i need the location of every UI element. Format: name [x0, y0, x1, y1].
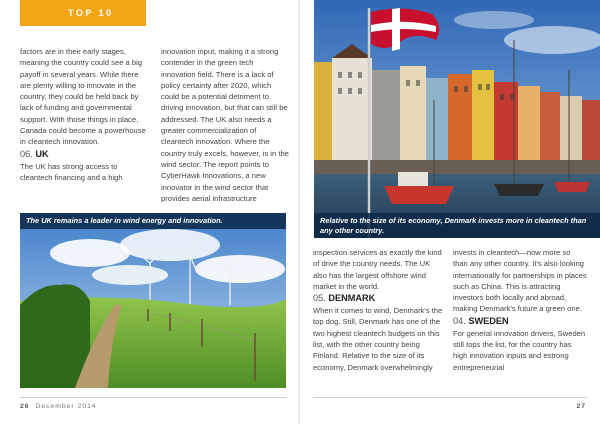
- left-column-2: [161, 46, 289, 204]
- body-paragraph: When it comes to wind, Denmark's the top dog. Still, Denmark has one of the two highest cleantech budgets on this list, with the other country being Finland. Relative to the size of its economy, Denmark overwhelmingly: [313, 306, 443, 372]
- photo-caption: Relative to the size of its economy, Denmark invests more in cleantech than any other country.: [314, 213, 600, 238]
- left-column-1: [20, 46, 148, 183]
- section-heading-denmark: [313, 292, 443, 305]
- copenhagen-harbor-photo: [314, 0, 600, 238]
- uk-wind-farm-photo: [20, 213, 286, 388]
- footer-left: [20, 403, 97, 410]
- issue-date: December 2014: [35, 403, 97, 410]
- section-heading-uk: [20, 148, 148, 161]
- heading-number: 06.: [20, 148, 33, 159]
- heading-number: 05.: [313, 293, 326, 304]
- heading-country: SWEDEN: [468, 315, 509, 326]
- photo-caption: The UK remains a leader in wind energy and innovation.: [20, 213, 286, 229]
- wind-turbine-landscape-image: [20, 213, 286, 388]
- right-page: [300, 0, 600, 424]
- footer-right: [576, 403, 586, 410]
- body-paragraph: The UK has strong access to cleantech financing and a high: [20, 161, 123, 182]
- section-tag: TOP 10: [20, 0, 146, 26]
- page-number: 26: [20, 403, 30, 410]
- danish-flag-image: [314, 0, 600, 238]
- page-number: 27: [576, 403, 586, 410]
- section-heading-sweden: [453, 315, 587, 328]
- body-paragraph: innovation input, making it a strong contender in the green tech innovation field. There is a lack of policy certainty after 2020, which could be a potential detriment to driving innovation, but that can still be addressed. The UK also needs a greater commercialization of cleantech innovation. Where the country truly excels, however, is in the wind sector. The report points to CyberHawk Innovations, a new innovator in the wind sector that provides aerial infrastructure: [161, 47, 289, 203]
- right-column-2: [453, 247, 587, 373]
- body-paragraph: inspection services as exactly the kind of drive the country needs. The UK also has the largest offshore wind market in the world.: [313, 248, 442, 291]
- footer-rule: [313, 397, 587, 398]
- heading-country: DENMARK: [328, 293, 376, 304]
- heading-country: UK: [35, 148, 49, 159]
- body-paragraph: For general innovation drivers, Sweden still tops the list, for the country has high innovation inputs and estrong entrepreneurial: [453, 328, 586, 372]
- body-paragraph: factors are in their early stages, meaning the country could see a big payoff in several years. While there are plenty willing to innovate in the country, they could be held back by lack of funding and governmental support. With those things in place, Canada could become a powerhouse in cleantech innovation.: [20, 47, 146, 147]
- body-paragraph: invests in cleantech—now more so than any other country. It's also looking internationally for partnerships in places such as China. This is attracting investors both locally and abroad, making Denmark's future a green one.: [453, 248, 587, 314]
- footer-rule: [20, 397, 286, 398]
- right-column-1: [313, 247, 443, 373]
- heading-number: 04.: [453, 315, 466, 326]
